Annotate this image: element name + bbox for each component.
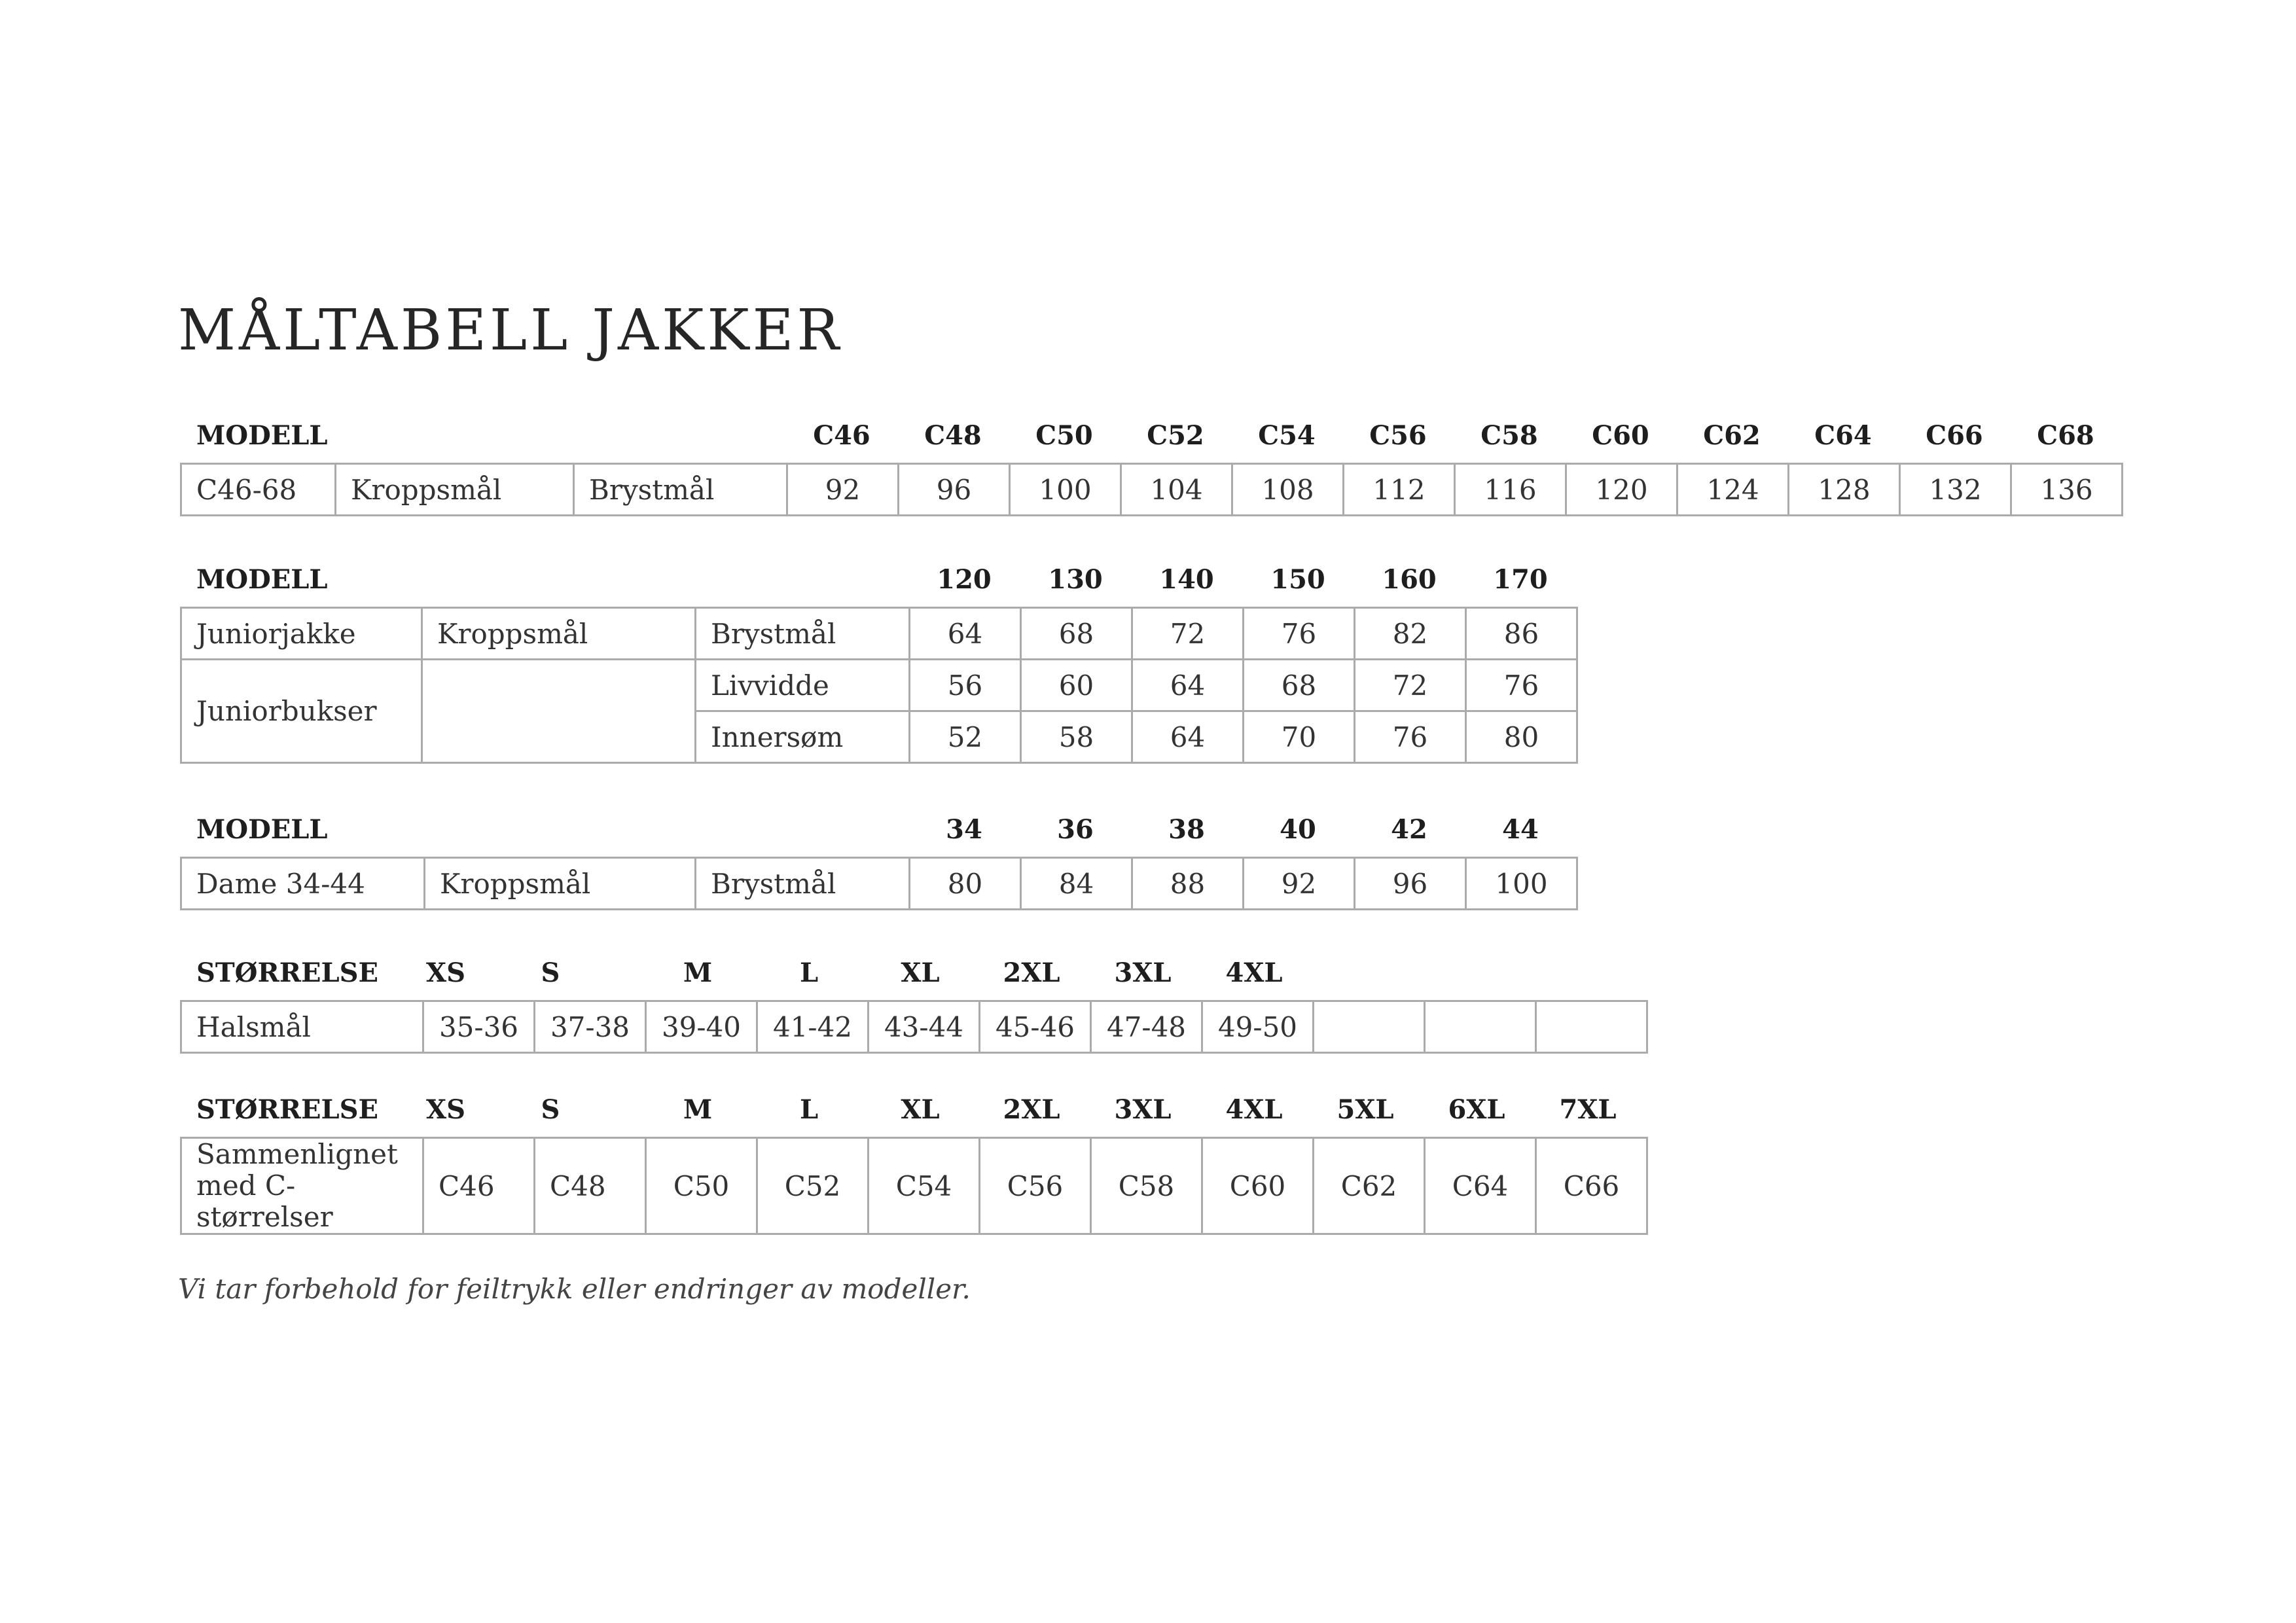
size-header: C58 — [1480, 420, 1538, 451]
model-cell: Juniorjakke — [181, 608, 422, 660]
value-cell — [1314, 1001, 1425, 1053]
page-title: MÅLTABELL JAKKER — [178, 298, 843, 363]
size-header: C66 — [1926, 420, 1983, 451]
value-cell: 92 — [787, 464, 899, 516]
value-cell: 96 — [899, 464, 1010, 516]
size-header: M — [683, 957, 713, 988]
value-cell: 76 — [1466, 660, 1577, 711]
value-cell: C62 — [1314, 1138, 1425, 1234]
value-cell: 80 — [910, 858, 1021, 910]
value-cell: 128 — [1789, 464, 1900, 516]
value-cell: 68 — [1244, 660, 1355, 711]
size-header: 38 — [1168, 814, 1205, 845]
value-cell: 72 — [1132, 608, 1244, 660]
value-cell: 41-42 — [757, 1001, 869, 1053]
value-cell: 76 — [1244, 608, 1355, 660]
size-header: C68 — [2037, 420, 2094, 451]
table-header — [180, 409, 2123, 463]
value-cell: C46 — [423, 1138, 535, 1234]
size-header: 40 — [1280, 814, 1316, 845]
measure-cell: Brystmål — [696, 608, 910, 660]
header-label: MODELL — [196, 564, 328, 595]
value-cell: 64 — [1132, 711, 1244, 763]
header-label: STØRRELSE — [196, 957, 378, 988]
size-header: 130 — [1048, 564, 1103, 595]
size-header: C62 — [1703, 420, 1761, 451]
measure-cell: Livvidde — [696, 660, 910, 711]
size-header: C52 — [1147, 420, 1204, 451]
value-cell: C50 — [646, 1138, 757, 1234]
value-cell: 49-50 — [1202, 1001, 1314, 1053]
measure-cell: Brystmål — [574, 464, 787, 516]
value-cell: 100 — [1466, 858, 1577, 910]
value-cell: 70 — [1244, 711, 1355, 763]
size-header: C54 — [1258, 420, 1316, 451]
value-cell: 132 — [1900, 464, 2011, 516]
value-cell: 136 — [2011, 464, 2123, 516]
value-cell: 72 — [1355, 660, 1466, 711]
value-cell: 104 — [1121, 464, 1232, 516]
measure-table — [180, 1137, 1648, 1235]
value-cell: 56 — [910, 660, 1021, 711]
size-header: C50 — [1035, 420, 1093, 451]
size-header: 120 — [937, 564, 992, 595]
value-cell: 58 — [1021, 711, 1132, 763]
value-cell — [1536, 1001, 1647, 1053]
row-label-line-2: med C-størrelser — [196, 1169, 333, 1233]
table-header — [180, 553, 1578, 607]
model-cell: Juniorbukser — [181, 660, 422, 763]
value-cell: C56 — [980, 1138, 1091, 1234]
measure-cell: Innersøm — [696, 711, 910, 763]
size-header: 6XL — [1448, 1094, 1505, 1125]
value-cell: 86 — [1466, 608, 1577, 660]
header-label: STØRRELSE — [196, 1094, 378, 1125]
value-cell: 82 — [1355, 608, 1466, 660]
measure-table — [180, 1000, 1648, 1054]
header-label: MODELL — [196, 420, 328, 451]
value-cell: 64 — [1132, 660, 1244, 711]
size-header: L — [799, 957, 819, 988]
size-header: 42 — [1391, 814, 1427, 845]
size-table-c-sizes — [180, 409, 2123, 516]
size-table-c-comparison — [180, 1083, 1648, 1235]
measure-table — [180, 463, 2123, 516]
size-table-junior — [180, 553, 1578, 764]
size-header: 36 — [1057, 814, 1094, 845]
value-cell: 100 — [1010, 464, 1121, 516]
size-header: 2XL — [1003, 957, 1060, 988]
value-cell: C52 — [757, 1138, 869, 1234]
size-header: 7XL — [1559, 1094, 1617, 1125]
size-table-dame — [180, 803, 1578, 910]
value-cell: 39-40 — [646, 1001, 757, 1053]
row-label-line-1: Sammenlignet — [196, 1138, 398, 1170]
table-row — [181, 608, 1577, 660]
table-header — [180, 946, 1648, 1000]
size-header: S — [541, 1094, 560, 1125]
model-cell: C46-68 — [181, 464, 336, 516]
measure-table — [180, 607, 1578, 764]
size-header: 3XL — [1114, 957, 1172, 988]
value-cell: C58 — [1091, 1138, 1202, 1234]
value-cell: 76 — [1355, 711, 1466, 763]
table-header — [180, 803, 1578, 857]
value-cell: 124 — [1677, 464, 1789, 516]
size-header: 5XL — [1336, 1094, 1394, 1125]
value-cell: 60 — [1021, 660, 1132, 711]
value-cell: 112 — [1344, 464, 1455, 516]
value-cell: 47-48 — [1091, 1001, 1202, 1053]
measure-table — [180, 857, 1578, 910]
size-header: 4XL — [1225, 957, 1283, 988]
table-row — [181, 1138, 1647, 1234]
size-header: 3XL — [1114, 1094, 1172, 1125]
size-header: 170 — [1493, 564, 1548, 595]
value-cell: 88 — [1132, 858, 1244, 910]
value-cell: 92 — [1244, 858, 1355, 910]
size-table-halsmal — [180, 946, 1648, 1054]
type-cell: Kroppsmål — [425, 858, 696, 910]
value-cell: 96 — [1355, 858, 1466, 910]
value-cell: C54 — [869, 1138, 980, 1234]
size-header: C56 — [1369, 420, 1427, 451]
value-cell: 45-46 — [980, 1001, 1091, 1053]
size-header: C64 — [1814, 420, 1872, 451]
size-header: XS — [426, 957, 465, 988]
value-cell: 80 — [1466, 711, 1577, 763]
size-header: 34 — [946, 814, 982, 845]
table-row — [181, 858, 1577, 910]
header-label: MODELL — [196, 814, 328, 845]
table-row — [181, 1001, 1647, 1053]
size-header: 150 — [1270, 564, 1325, 595]
value-cell: 37-38 — [535, 1001, 646, 1053]
value-cell — [1425, 1001, 1536, 1053]
type-cell: Kroppsmål — [422, 608, 696, 660]
size-header: 160 — [1382, 564, 1437, 595]
size-header: 140 — [1159, 564, 1214, 595]
size-header: XL — [901, 957, 940, 988]
size-header: 44 — [1502, 814, 1539, 845]
type-cell — [422, 660, 696, 763]
value-cell: C64 — [1425, 1138, 1536, 1234]
value-cell: 108 — [1232, 464, 1344, 516]
table-header — [180, 1083, 1648, 1137]
value-cell: 68 — [1021, 608, 1132, 660]
size-header: L — [799, 1094, 819, 1125]
disclaimer-note: Vi tar forbehold for feiltrykk eller endringer av modeller. — [178, 1273, 971, 1305]
value-cell: 84 — [1021, 858, 1132, 910]
value-cell: C66 — [1536, 1138, 1647, 1234]
size-header: C60 — [1592, 420, 1649, 451]
size-header: 2XL — [1003, 1094, 1060, 1125]
value-cell: C48 — [535, 1138, 646, 1234]
size-header: C46 — [813, 420, 870, 451]
value-cell: 116 — [1455, 464, 1566, 516]
value-cell: 52 — [910, 711, 1021, 763]
table-row — [181, 660, 1577, 711]
value-cell: 43-44 — [869, 1001, 980, 1053]
row-label — [181, 1138, 423, 1234]
row-label: Halsmål — [181, 1001, 423, 1053]
value-cell: 64 — [910, 608, 1021, 660]
measure-cell: Brystmål — [696, 858, 910, 910]
size-header: 4XL — [1225, 1094, 1283, 1125]
size-header: C48 — [924, 420, 982, 451]
size-header: M — [683, 1094, 713, 1125]
value-cell: 35-36 — [423, 1001, 535, 1053]
type-cell: Kroppsmål — [336, 464, 574, 516]
size-header: XS — [426, 1094, 465, 1125]
value-cell: 120 — [1566, 464, 1677, 516]
model-cell: Dame 34-44 — [181, 858, 425, 910]
value-cell: C60 — [1202, 1138, 1314, 1234]
size-header: S — [541, 957, 560, 988]
table-row — [181, 464, 2123, 516]
size-header: XL — [901, 1094, 940, 1125]
